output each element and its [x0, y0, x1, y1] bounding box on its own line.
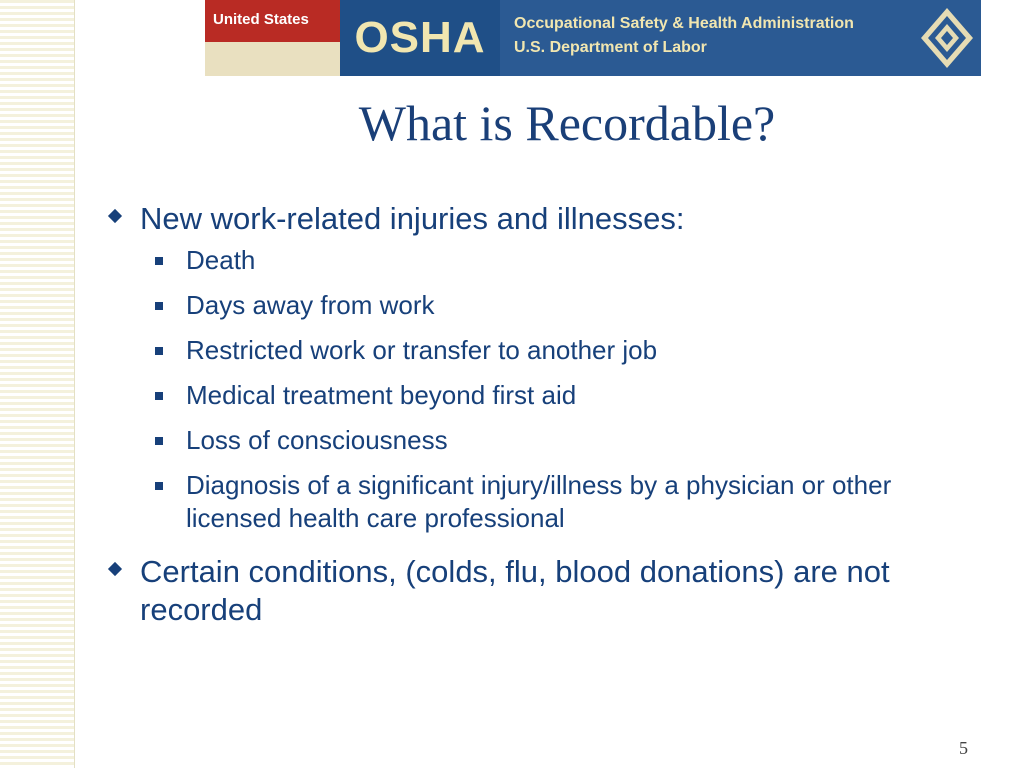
sub-bullet-item: [104, 289, 1004, 322]
osha-logo-word: [340, 0, 500, 76]
united-states-tab: [205, 0, 340, 76]
sub-bullet-text: Diagnosis of a significant injury/illness by a physician or other licensed health care professional: [186, 470, 892, 533]
bullet-item: [104, 200, 1004, 238]
sub-bullet-item: [104, 379, 1004, 412]
square-bullet-icon: [155, 392, 163, 400]
agency-line-2: U.S. Department of Labor: [514, 39, 707, 56]
slide-title: What is Recordable?: [358, 95, 776, 151]
diamond-bullet-icon: [108, 209, 122, 223]
sub-bullet-item: [104, 424, 1004, 457]
sub-bullet-text: Loss of consciousness: [186, 425, 448, 455]
osha-header-banner: [205, 0, 981, 76]
diamond-bullet-icon: [108, 562, 122, 576]
country-label: United States: [213, 11, 309, 28]
bullet-item: [104, 553, 980, 629]
slide-content: [104, 200, 1004, 635]
square-bullet-icon: [155, 347, 163, 355]
square-bullet-icon: [155, 437, 163, 445]
agency-line-1: Occupational Safety & Health Administration: [514, 15, 854, 32]
osha-diamond-emblem-icon: [911, 0, 981, 76]
page-number: 5: [959, 738, 968, 758]
bullet-text: Certain conditions, (colds, flu, blood donations) are not recorded: [140, 554, 890, 627]
square-bullet-icon: [155, 302, 163, 310]
agency-name: [500, 0, 911, 76]
sub-bullet-item: [104, 469, 986, 535]
sub-bullet-text: Medical treatment beyond first aid: [186, 380, 577, 410]
sub-bullet-text: Restricted work or transfer to another job: [186, 335, 658, 365]
square-bullet-icon: [155, 257, 163, 265]
bullet-text: New work-related injuries and illnesses:: [140, 201, 685, 236]
sub-bullet-item: [104, 244, 1004, 277]
sub-bullet-text: Days away from work: [186, 290, 435, 320]
sub-bullet-text: Death: [186, 245, 256, 275]
osha-logo-text: OSHA: [354, 13, 486, 62]
square-bullet-icon: [155, 482, 163, 490]
sub-bullet-item: [104, 334, 1004, 367]
